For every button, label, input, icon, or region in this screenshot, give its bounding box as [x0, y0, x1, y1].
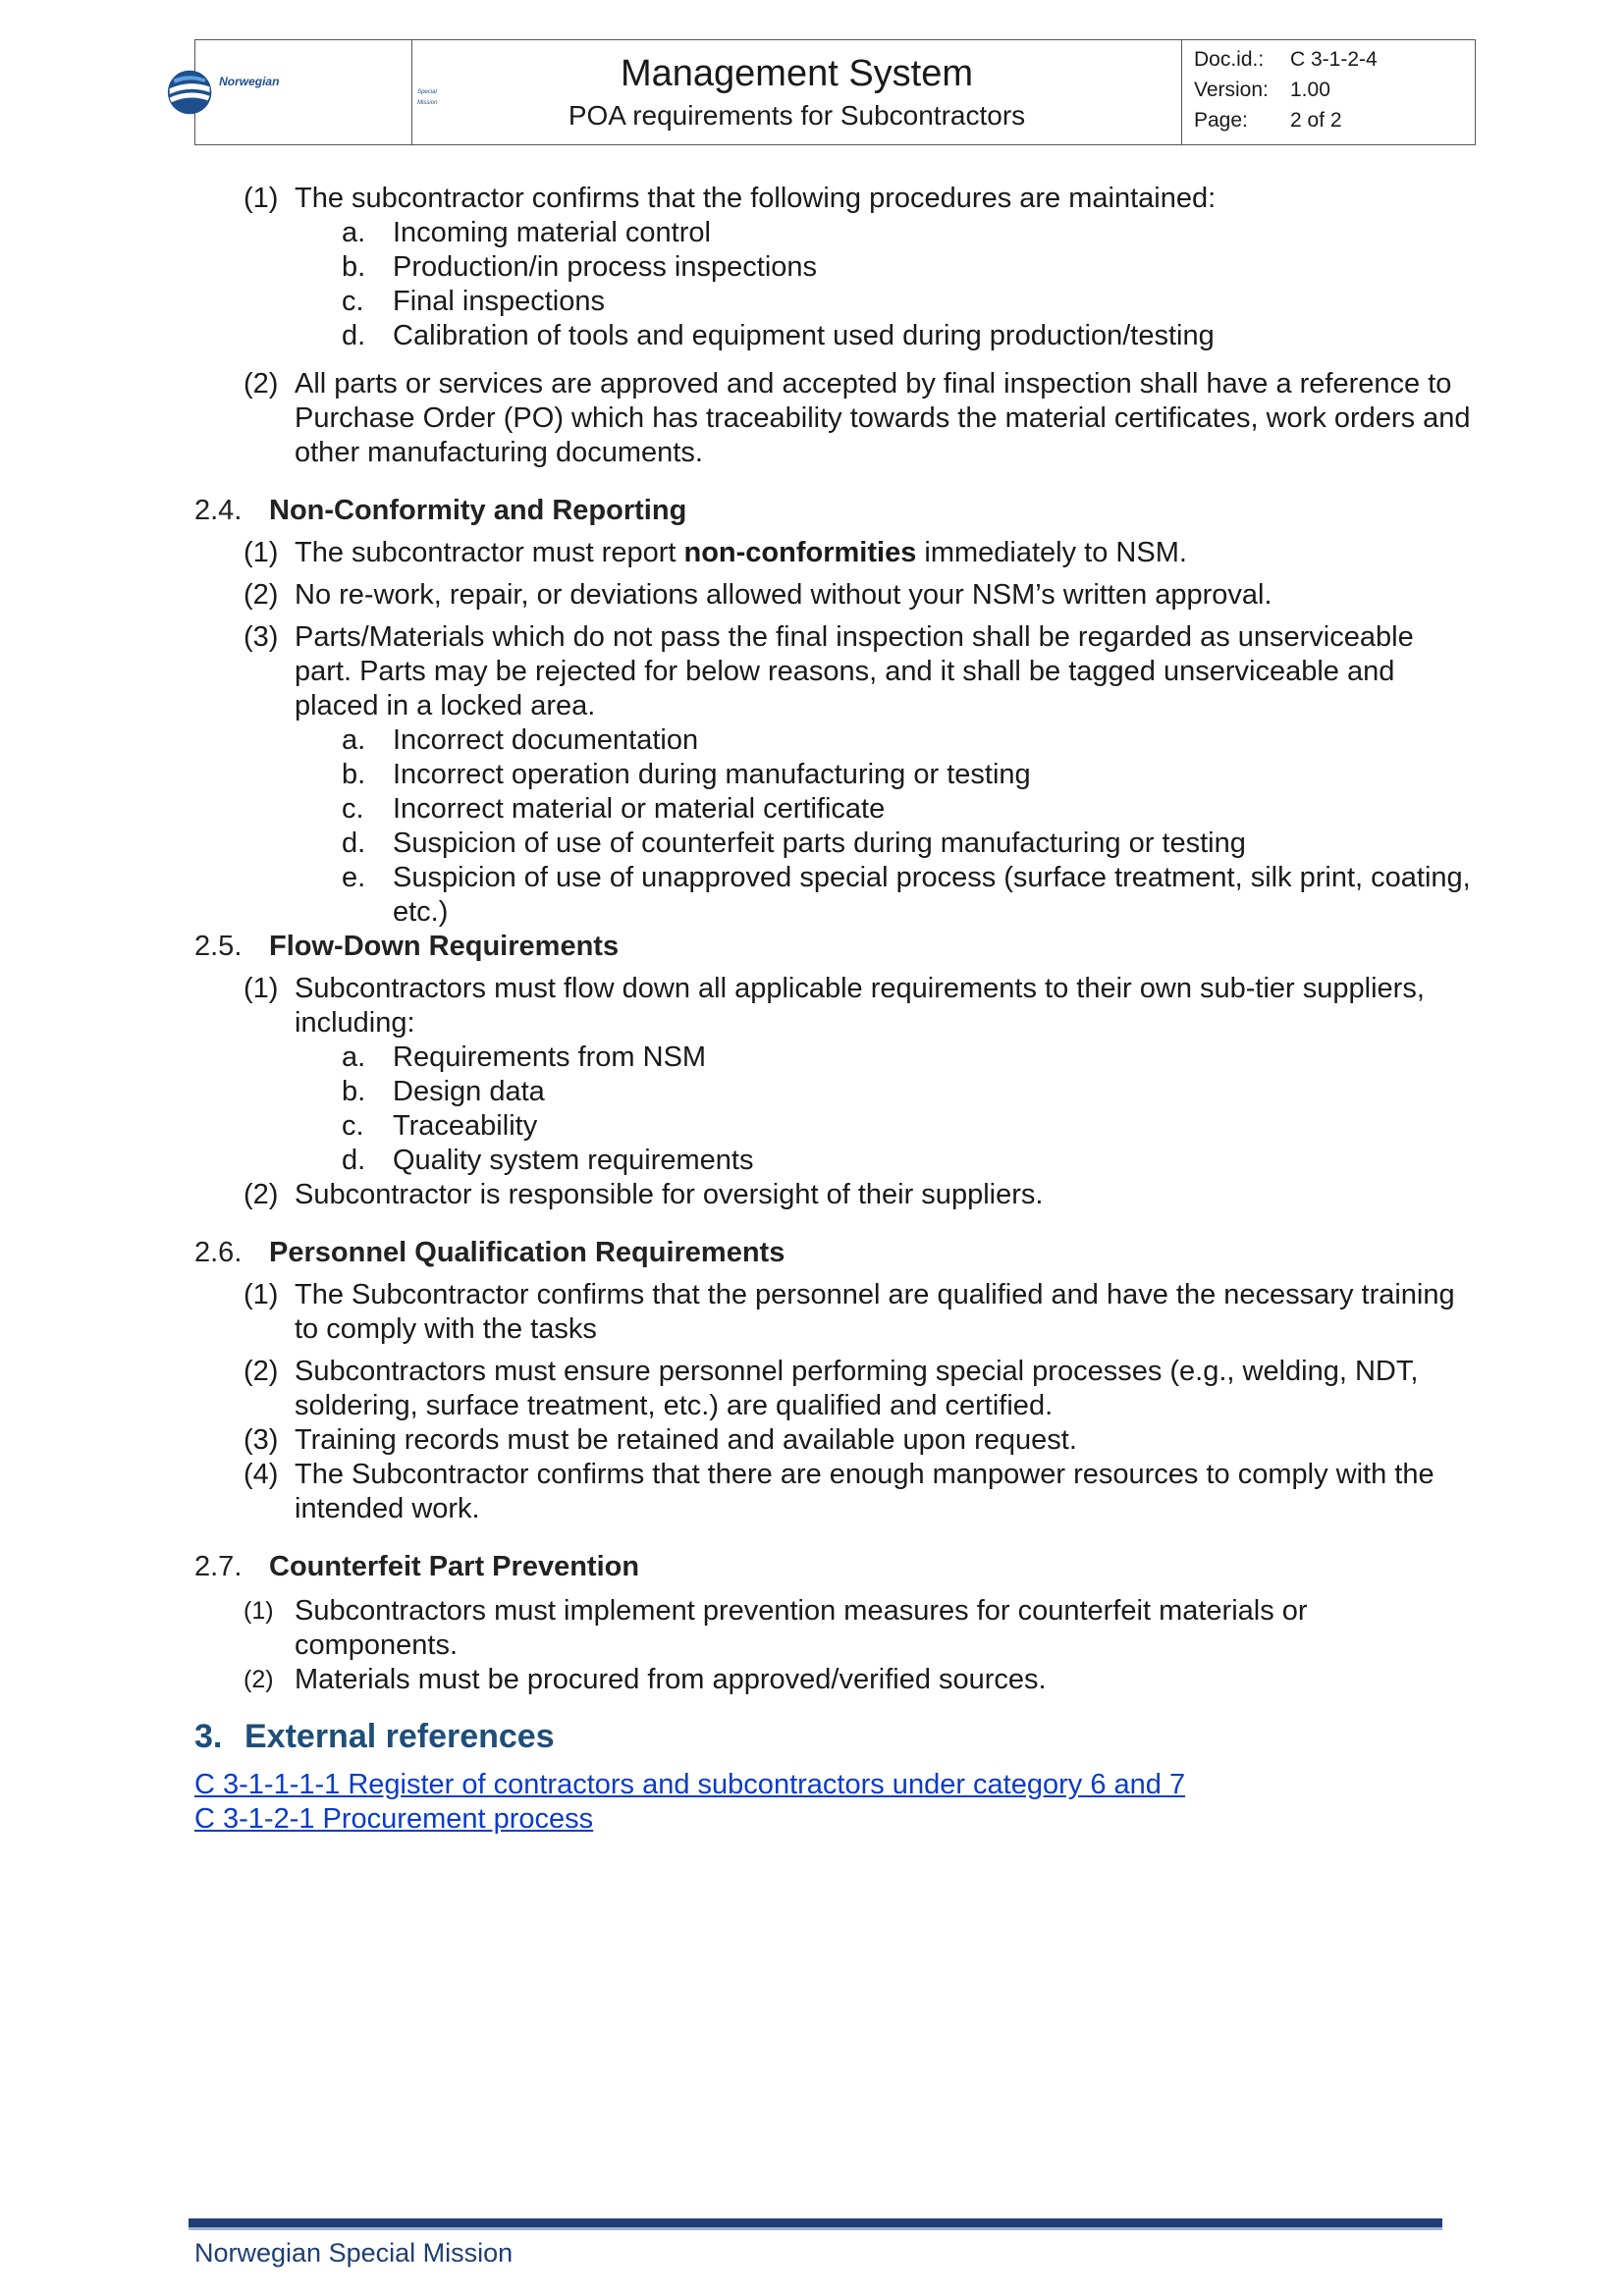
sub-item: a. Incoming material control: [342, 217, 711, 248]
sub-item: b. Design data: [342, 1076, 545, 1107]
list-item: (4) The Subcontractor confirms that there are enough manpower resources to comply with the intended work.: [244, 1459, 1435, 1524]
document-meta: [1182, 40, 1475, 144]
list-item: (2) All parts or services are approved and accepted by final inspection shall have a reference to Purchase Order (PO) which has traceability towards the material certificates, work orders and other manufacturing documents.: [244, 368, 1471, 468]
logo-wordmark: [219, 74, 441, 109]
document-title: Management System: [620, 53, 974, 94]
document-header: [194, 39, 1476, 145]
sub-item: e. Suspicion of use of unapproved special process (surface treatment, silk print, coating, etc.): [342, 862, 1471, 928]
list-item: (1) The subcontractor must report non-conformities immediately to NSM.: [244, 537, 1187, 568]
docid-value: C 3-1-2-4: [1290, 48, 1378, 71]
docid-label: Doc.id.:: [1194, 48, 1265, 71]
sub-item: d. Calibration of tools and equipment used during production/testing: [342, 320, 1215, 351]
page-value: 2 of 2: [1290, 109, 1342, 132]
reference-link-procurement[interactable]: C 3-1-2-1 Procurement process: [194, 1803, 594, 1835]
reference-link-register[interactable]: C 3-1-1-1-1 Register of contractors and subcontractors under category 6 and 7: [194, 1769, 1186, 1800]
list-item: (1) The subcontractor confirms that the following procedures are maintained:: [244, 183, 1217, 214]
sub-item: a. Requirements from NSM: [342, 1041, 707, 1073]
version-value: 1.00: [1290, 79, 1330, 101]
sub-item: c. Final inspections: [342, 286, 605, 317]
logo-cell: [195, 40, 438, 144]
list-item: (2) Materials must be procured from approved/verified sources.: [244, 1664, 1047, 1695]
section-heading-2-4: 2.4. Non-Conformity and Reporting: [194, 495, 687, 526]
sub-item: b. Production/in process inspections: [342, 251, 818, 283]
page-label: Page:: [1194, 109, 1248, 132]
section-heading-2-6: 2.6. Personnel Qualification Requirements: [194, 1237, 785, 1268]
sub-item: a. Incorrect documentation: [342, 724, 699, 756]
list-item: (3) Parts/Materials which do not pass the final inspection shall be regarded as unserviceable part. Parts may be rejected for below reasons, and it shall be tagged unserviceable and placed in a locked area.: [244, 621, 1414, 721]
list-item: (1) Subcontractors must implement prevention measures for counterfeit materials or components.: [244, 1595, 1308, 1661]
version-label: Version:: [1194, 79, 1269, 101]
sub-item: b. Incorrect operation during manufacturing or testing: [342, 759, 1031, 790]
logo-name: Norwegian: [219, 74, 280, 88]
sub-item: d. Quality system requirements: [342, 1145, 754, 1176]
sub-item: c. Incorrect material or material certificate: [342, 793, 886, 825]
sub-item: d. Suspicion of use of counterfeit parts during manufacturing or testing: [342, 828, 1246, 859]
list-item: (3) Training records must be retained and available upon request.: [244, 1424, 1077, 1456]
section-heading-3: 3. External references: [194, 1718, 555, 1755]
section-heading-2-7: 2.7. Counterfeit Part Prevention: [194, 1551, 640, 1582]
document-body: [194, 182, 1471, 1837]
sub-item: c. Traceability: [342, 1110, 538, 1142]
company-logo: [166, 67, 441, 118]
logo-subname: Special Mission: [417, 88, 438, 106]
footer-company: Norwegian Special Mission: [194, 2238, 514, 2268]
header-title-cell: [412, 40, 1182, 144]
list-item: (2) Subcontractor is responsible for oversight of their suppliers.: [244, 1179, 1044, 1210]
list-item: (2) No re-work, repair, or deviations allowed without your NSM’s written approval.: [244, 579, 1272, 611]
globe-icon: [166, 67, 213, 118]
list-item: (1) The Subcontractor confirms that the personnel are qualified and have the necessary training to comply with the tasks: [244, 1279, 1455, 1345]
footer-rule: [189, 2218, 1442, 2230]
document-subtitle: POA requirements for Subcontractors: [568, 100, 1026, 131]
list-item: (2) Subcontractors must ensure personnel performing special processes (e.g., welding, NDT, soldering, surface treatment, etc.) are qualified and certified.: [244, 1356, 1419, 1421]
section-heading-2-5: 2.5. Flow-Down Requirements: [194, 931, 620, 962]
list-item: (1) Subcontractors must flow down all applicable requirements to their own sub-tier suppliers, including:: [244, 973, 1425, 1039]
